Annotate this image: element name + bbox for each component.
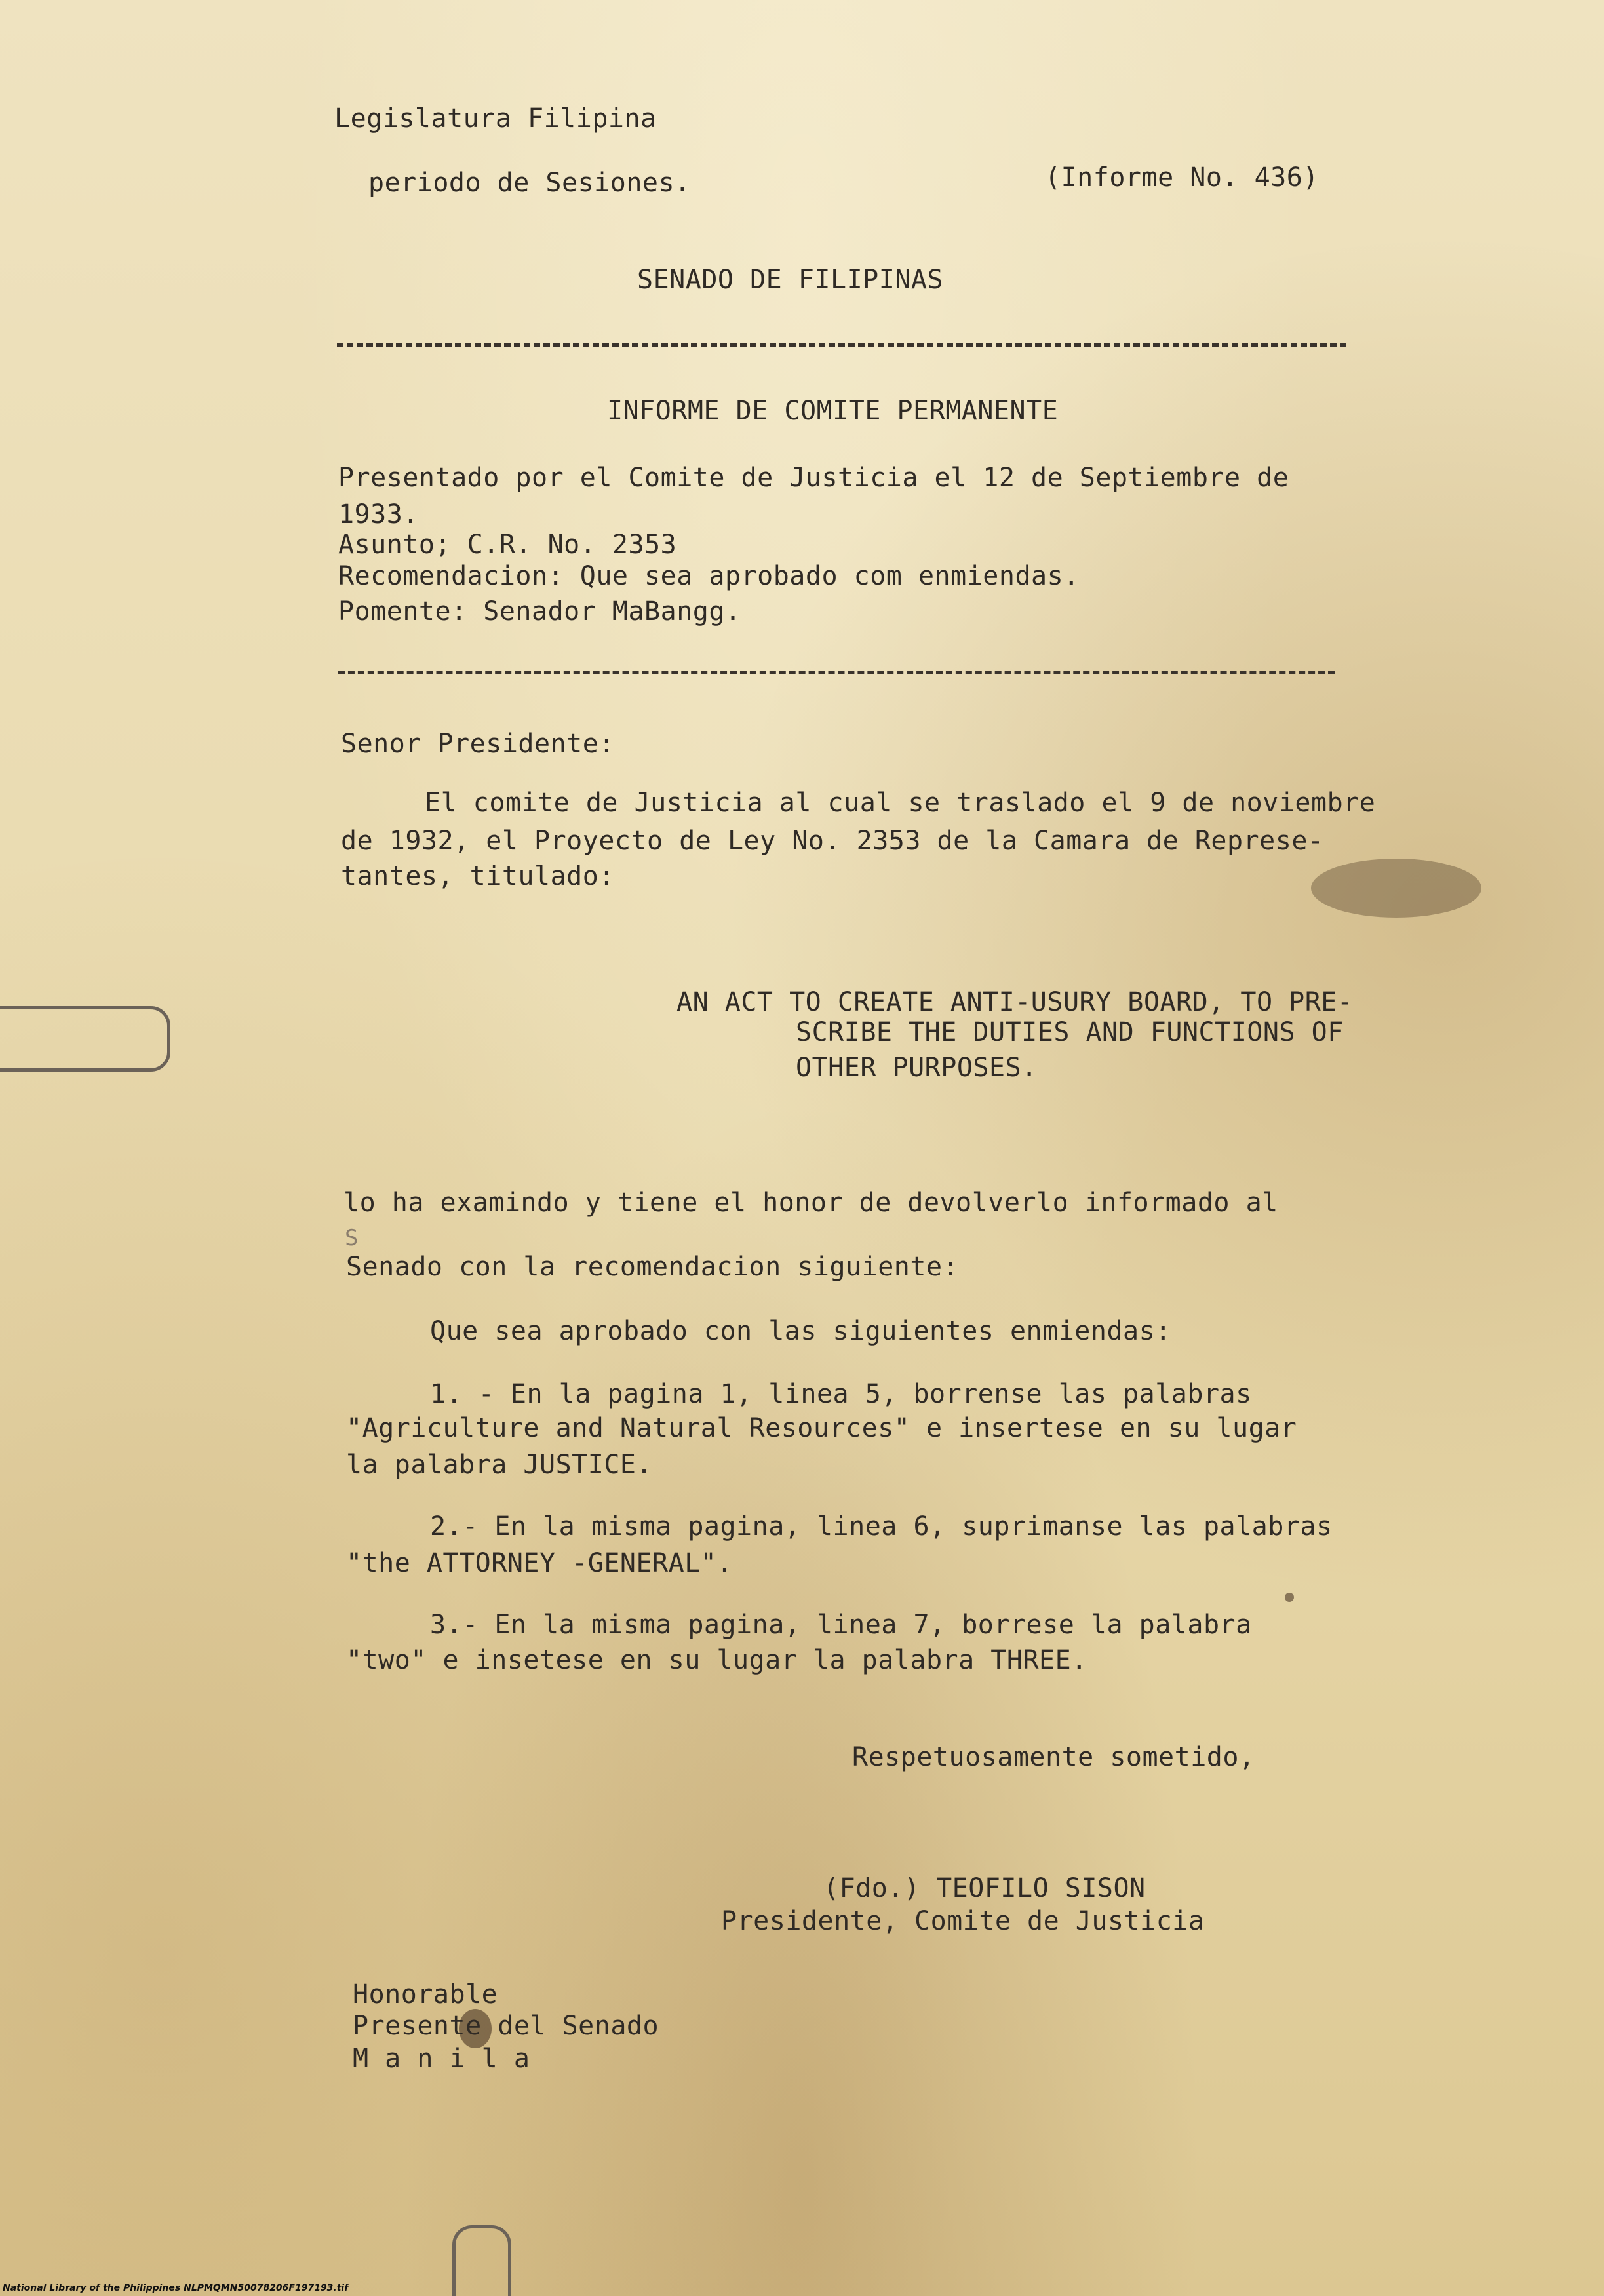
addressee-line: Honorable — [353, 1979, 498, 2010]
ink-stain — [1311, 859, 1481, 918]
amendment-line: 2.- En la misma pagina, linea 6, suprimanse las palabras — [430, 1511, 1333, 1542]
addressee-line: M a n i l a — [353, 2044, 530, 2074]
presented-year: 1933. — [338, 499, 419, 530]
body-paragraph-line: lo ha examindo y tiene el honor de devolverlo informado al — [343, 1188, 1278, 1218]
closing-line: Respetuosamente sometido, — [852, 1742, 1255, 1772]
divider-line — [337, 343, 1346, 347]
addressee-line: Presente del Senado — [353, 2011, 659, 2041]
amendment-line: "two" e insetese en su lugar la palabra THREE. — [346, 1645, 1087, 1675]
signature-title: Presidente, Comite de Justicia — [721, 1906, 1205, 1936]
paper-clip-mark — [452, 2225, 511, 2296]
subject-line: Asunto; C.R. No. 2353 — [338, 530, 677, 560]
report-number: (Informe No. 436) — [1045, 163, 1319, 193]
amendment-line: "the ATTORNEY -GENERAL". — [346, 1548, 733, 1578]
handwritten-mark: S — [345, 1225, 359, 1251]
sponsor-line: Pomente: Senador MaBangg. — [338, 596, 741, 627]
archive-footer: National Library of the Philippines NLPMQMN50078206F197193.tif — [3, 2283, 349, 2293]
act-title-line: AN ACT TO CREATE ANTI-USURY BOARD, TO PRE- — [676, 987, 1354, 1017]
salutation: Senor Presidente: — [341, 729, 615, 759]
amendments-intro: Que sea aprobado con las siguientes enmiendas: — [430, 1316, 1171, 1346]
legislature-heading: Legislatura Filipina — [334, 104, 657, 134]
body-paragraph-line: tantes, titulado: — [341, 861, 615, 891]
amendment-line: 1. - En la pagina 1, linea 5, borrense las palabras — [430, 1379, 1252, 1409]
act-title-line: OTHER PURPOSES. — [796, 1053, 1038, 1083]
presented-line: Presentado por el Comite de Justicia el 12 de Septiembre de — [338, 463, 1289, 493]
amendment-line: 3.- En la misma pagina, linea 7, borrese la palabra — [430, 1610, 1252, 1640]
recommendation-line: Recomendacion: Que sea aprobado com enmiendas. — [338, 561, 1080, 591]
divider-line — [338, 671, 1335, 674]
body-paragraph-line: Senado con la recomendacion siguiente: — [346, 1252, 959, 1282]
amendment-line: "Agriculture and Natural Resources" e insertese en su lugar — [346, 1413, 1297, 1443]
senate-heading: SENADO DE FILIPINAS — [637, 265, 944, 295]
session-line: periodo de Sesiones. — [368, 168, 691, 198]
body-paragraph-line: El comite de Justicia al cual se traslado el 9 de noviembre — [425, 788, 1376, 818]
amendment-line: la palabra JUSTICE. — [346, 1450, 653, 1480]
report-title: INFORME DE COMITE PERMANENTE — [607, 396, 1059, 426]
paper-clip-mark — [0, 1006, 170, 1072]
ink-stain — [1285, 1593, 1294, 1602]
act-title-line: SCRIBE THE DUTIES AND FUNCTIONS OF — [796, 1017, 1344, 1047]
signature-name: (Fdo.) TEOFILO SISON — [823, 1873, 1146, 1903]
body-paragraph-line: de 1932, el Proyecto de Ley No. 2353 de la Camara de Represe- — [341, 826, 1324, 856]
